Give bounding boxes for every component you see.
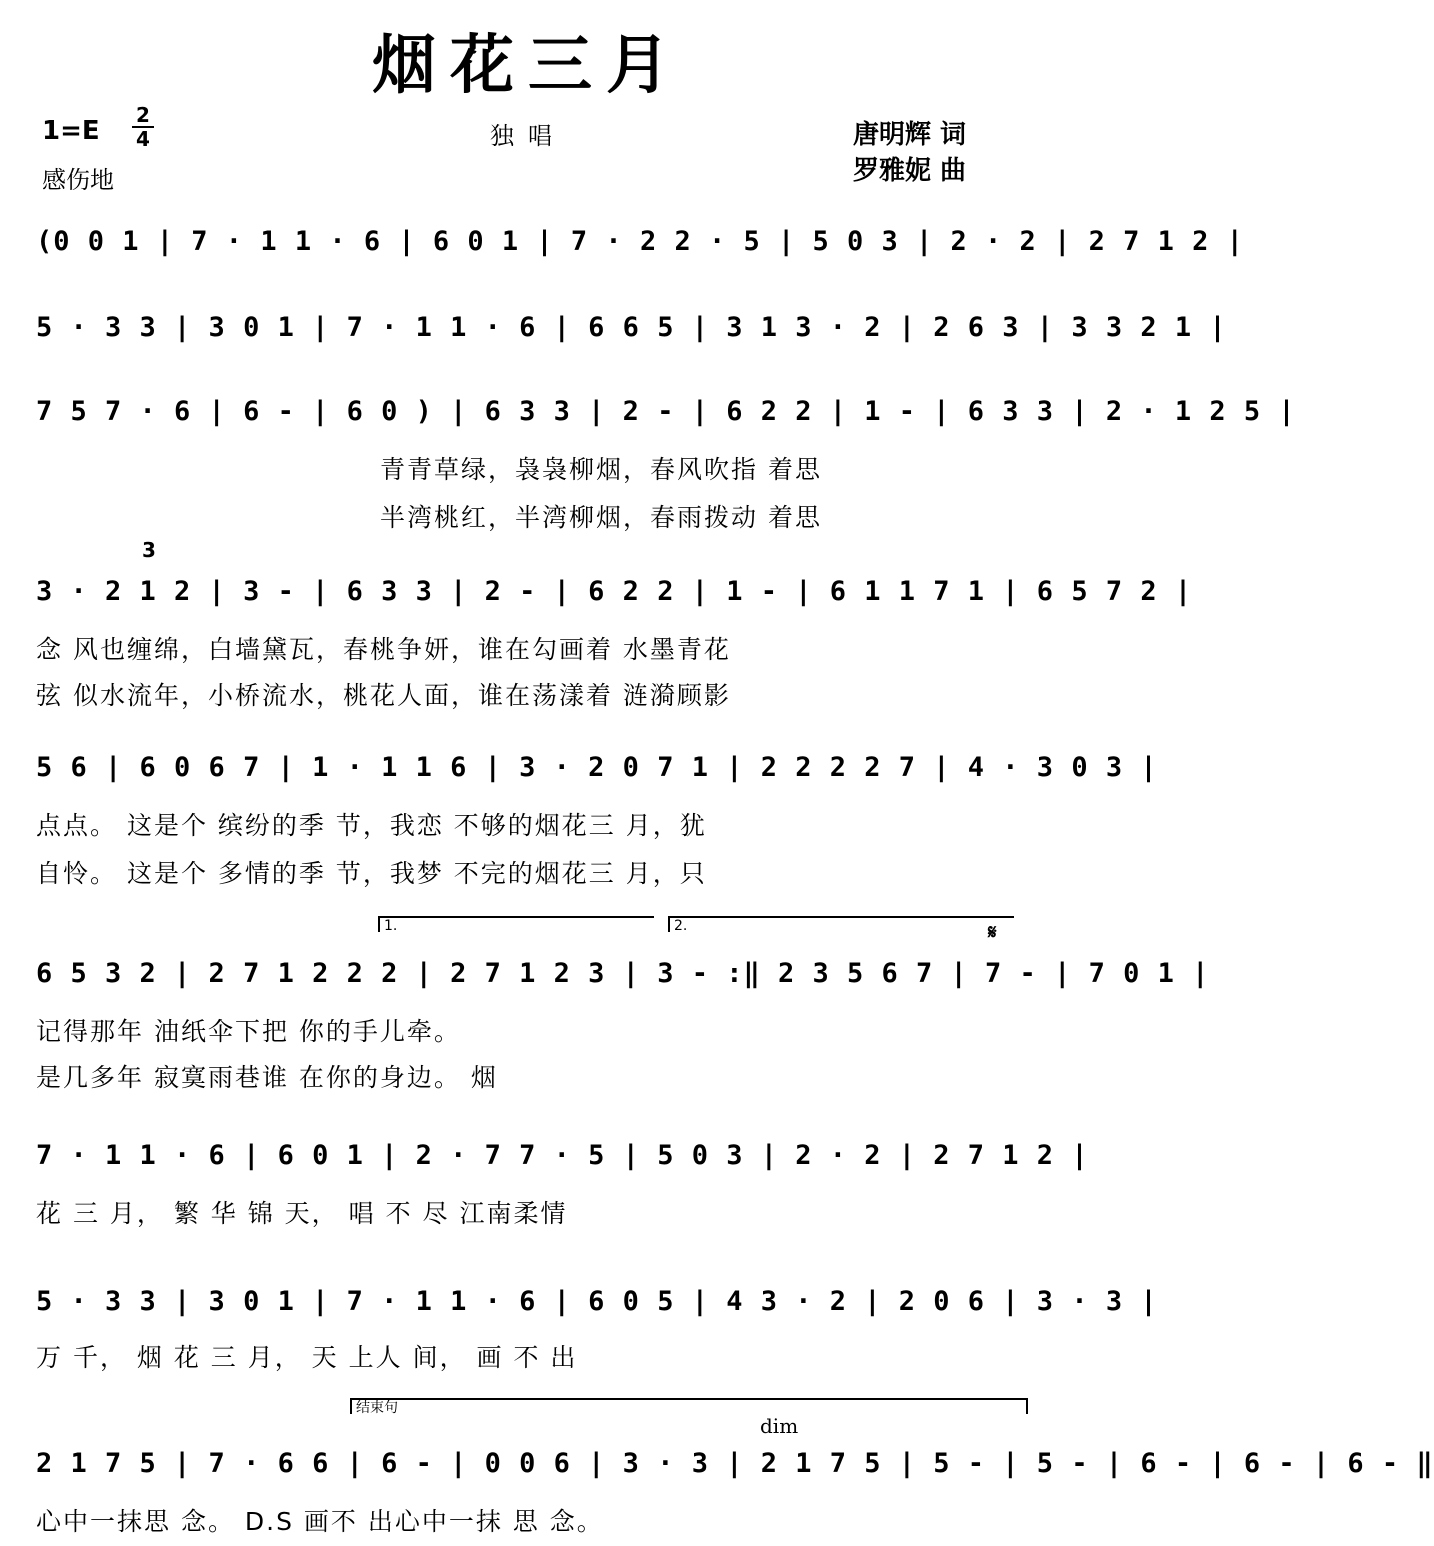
lyrics-row-7: 花 三 月， 繁 华 锦 天， 唱 不 尽 江南柔情 xyxy=(36,1199,568,1228)
volta-2-label: 2. xyxy=(674,918,688,934)
lyrics-row-6-verse-2: 是几多年 寂寞雨巷谁 在你的身边。 烟 xyxy=(36,1063,498,1092)
lyrics-row-4-verse-2: 弦 似水流年，小桥流水，桃花人面，谁在荡漾着 涟漪顾影 xyxy=(36,681,731,710)
volta-1 xyxy=(378,916,654,932)
lyrics-row-9: 心中一抹思 念。 D.S 画不 出心中一抹 思 念。 xyxy=(36,1507,604,1536)
time-signature xyxy=(130,104,156,150)
notation-row-5: 5 6 | 6 0 6 7 | 1 · 1 1 6 | 3 · 2 0 7 1 | 2 2 2 2 7 | 4 · 3 0 3 | xyxy=(36,752,1158,783)
key-signature: 1=E xyxy=(42,116,100,146)
lyrics-row-5-verse-2: 自怜。 这是个 多情的季 节，我梦 不完的烟花三 月，只 xyxy=(36,859,707,888)
notation-row-1: (0 0 1 | 7 · 1 1 · 6 | 6 0 1 | 7 · 2 2 · 5 | 5 0 3 | 2 · 2 | 2 7 1 2 | xyxy=(36,226,1244,257)
song-title: 烟花三月 xyxy=(372,29,684,103)
notation-row-8: 5 · 3 3 | 3 0 1 | 7 · 1 1 · 6 | 6 0 5 | 4 3 · 2 | 2 0 6 | 3 · 3 | xyxy=(36,1286,1158,1317)
notation-row-6: 6 5 3 2 | 2 7 1 2 2 2 | 2 7 1 2 3 | 3 - :‖ 2 3 5 6 7 | 7 - | 7 0 1 | xyxy=(36,958,1210,989)
notation-row-3: 7 5 7 · 6 | 6 - | 6 0 ) | 6 3 3 | 2 - | 6 2 2 | 1 - | 6 3 3 | 2 · 1 2 5 | xyxy=(36,396,1296,427)
composer-credit: 罗雅妮 曲 xyxy=(853,156,967,186)
notation-row-4: 3 · 2 1 2 | 3 - | 6 3 3 | 2 - | 6 2 2 | 1 - | 6 1 1 7 1 | 6 5 7 2 | xyxy=(36,576,1193,607)
lyrics-row-8: 万 千， 烟 花 三 月， 天 上人 间， 画 不 出 xyxy=(36,1343,578,1372)
lyrics-row-6-verse-1: 记得那年 油纸伞下把 你的手儿牵。 xyxy=(36,1017,461,1046)
notation-row-2: 5 · 3 3 | 3 0 1 | 7 · 1 1 · 6 | 6 6 5 | 3 1 3 · 2 | 2 6 3 | 3 3 2 1 | xyxy=(36,312,1227,343)
performance-type: 独唱 xyxy=(490,122,566,150)
time-signature-top: 2 xyxy=(136,103,150,127)
volta-2 xyxy=(668,916,1014,932)
segno-sign: 𝄋 xyxy=(988,920,997,944)
lyrics-row-3-verse-1: 青青草绿，袅袅柳烟，春风吹指 着思 xyxy=(380,455,822,484)
lyrics-row-3-verse-2: 半湾桃红，半湾柳烟，春雨拨动 着思 xyxy=(380,503,822,532)
volta-1-label: 1. xyxy=(384,918,398,934)
notation-row-7: 7 · 1 1 · 6 | 6 0 1 | 2 · 7 7 · 5 | 5 0 3 | 2 · 2 | 2 7 1 2 | xyxy=(36,1140,1089,1171)
triplet-mark: 3 xyxy=(142,538,156,562)
lyrics-row-5-verse-1: 点点。 这是个 缤纷的季 节，我恋 不够的烟花三 月，犹 xyxy=(36,811,707,840)
coda-label: 结束句 xyxy=(356,1400,398,1416)
notation-row-9: 2 1 7 5 | 7 · 6 6 | 6 - | 0 0 6 | 3 · 3 | 2 1 7 5 | 5 - | 5 - | 6 - | 6 - | 6 - ‖ xyxy=(36,1448,1434,1479)
lyrics-row-4-verse-1: 念 风也缠绵，白墙黛瓦，春桃争妍，谁在勾画着 水墨青花 xyxy=(36,635,731,664)
dynamic-marking: dim xyxy=(760,1414,799,1438)
mood-marking: 感伤地 xyxy=(42,166,114,194)
lyricist-credit: 唐明辉 词 xyxy=(853,120,967,150)
time-signature-bottom: 4 xyxy=(136,127,150,151)
coda-bracket xyxy=(350,1398,1028,1414)
